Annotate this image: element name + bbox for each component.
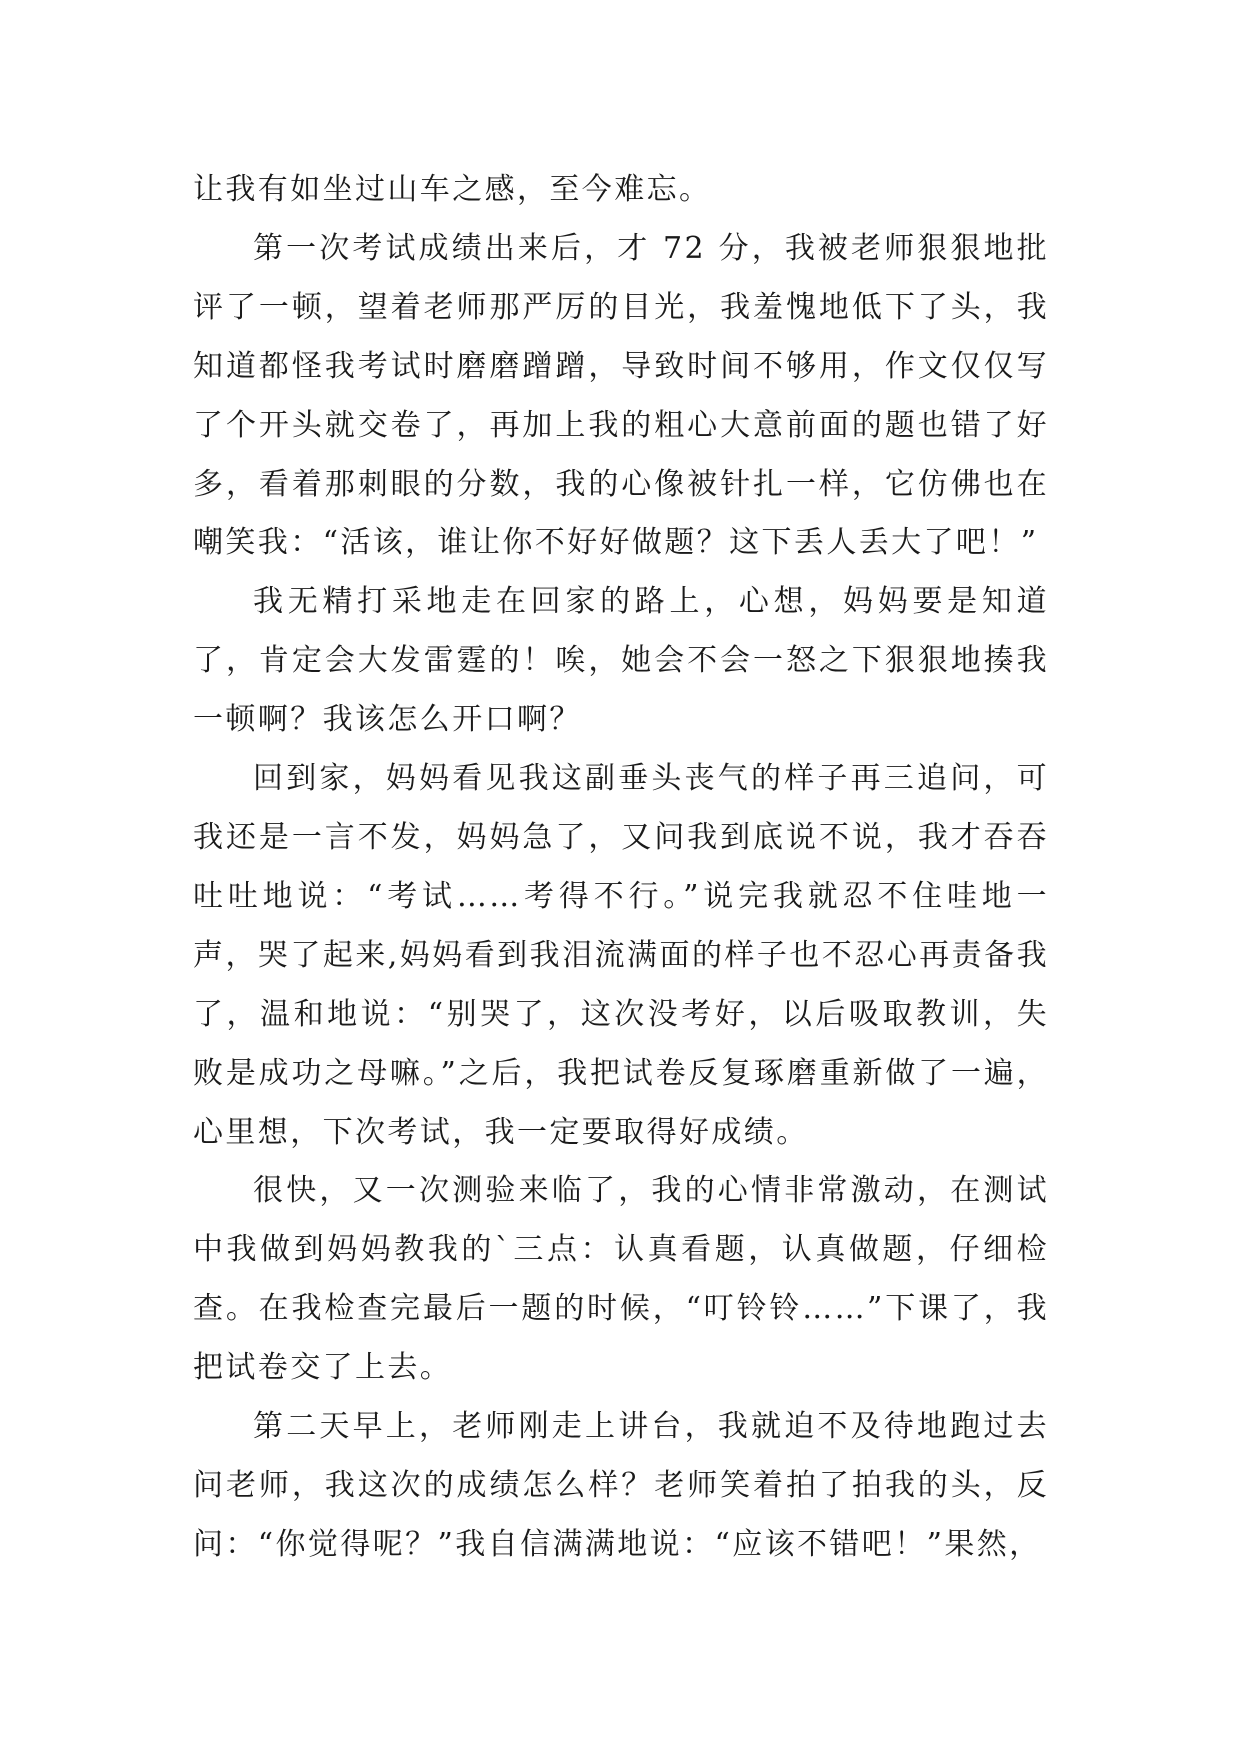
paragraph: 很快，又一次测验来临了，我的心情非常激动，在测试中我做到妈妈教我的`三点：认真看题，认真做题，仔细检查。在我检查完最后一题的时候，“叮铃铃……”下课了，我把试卷交了上去。	[193, 1173, 1049, 1386]
paragraph: 第二天早上，老师刚走上讲台，我就迫不及待地跑过去问老师，我这次的成绩怎么样？老师笑着拍了拍我的头，反问：“你觉得呢？”我自信满满地说：“应该不错吧！”果然，	[193, 1409, 1049, 1562]
paragraph: 回到家，妈妈看见我这副垂头丧气的样子再三追问，可我还是一言不发，妈妈急了，又问我到底说不说，我才吞吞吐吐地说：“考试……考得不行。”说完我就忍不住哇地一声，哭了起来,妈妈看到我泪流满面的样子也不忍心再责备我了，温和地说：“别哭了，这次没考好，以后吸取教训，失败是成功之母嘛。”之后，我把试卷反复琢磨重新做了一遍，心里想，下次考试，我一定要取得好成绩。	[193, 761, 1049, 1150]
document-body	[193, 161, 1049, 1575]
paragraph: 让我有如坐过山车之感，至今难忘。	[193, 172, 712, 207]
paragraph: 第一次考试成绩出来后，才 72 分，我被老师狠狠地批评了一顿，望着老师那严厉的目光，我羞愧地低下了头，我知道都怪我考试时磨磨蹭蹭，导致时间不够用，作文仅仅写了个开头就交卷了，再加上我的粗心大意前面的题也错了好多，看着那刺眼的分数，我的心像被针扎一样，它仿佛也在嘲笑我：“活该，谁让你不好好做题？这下丢人丢大了吧！”	[193, 230, 1049, 561]
paragraph: 我无精打采地走在回家的路上，心想，妈妈要是知道了，肯定会大发雷霆的！唉，她会不会一怒之下狠狠地揍我一顿啊？我该怎么开口啊？	[193, 584, 1049, 738]
